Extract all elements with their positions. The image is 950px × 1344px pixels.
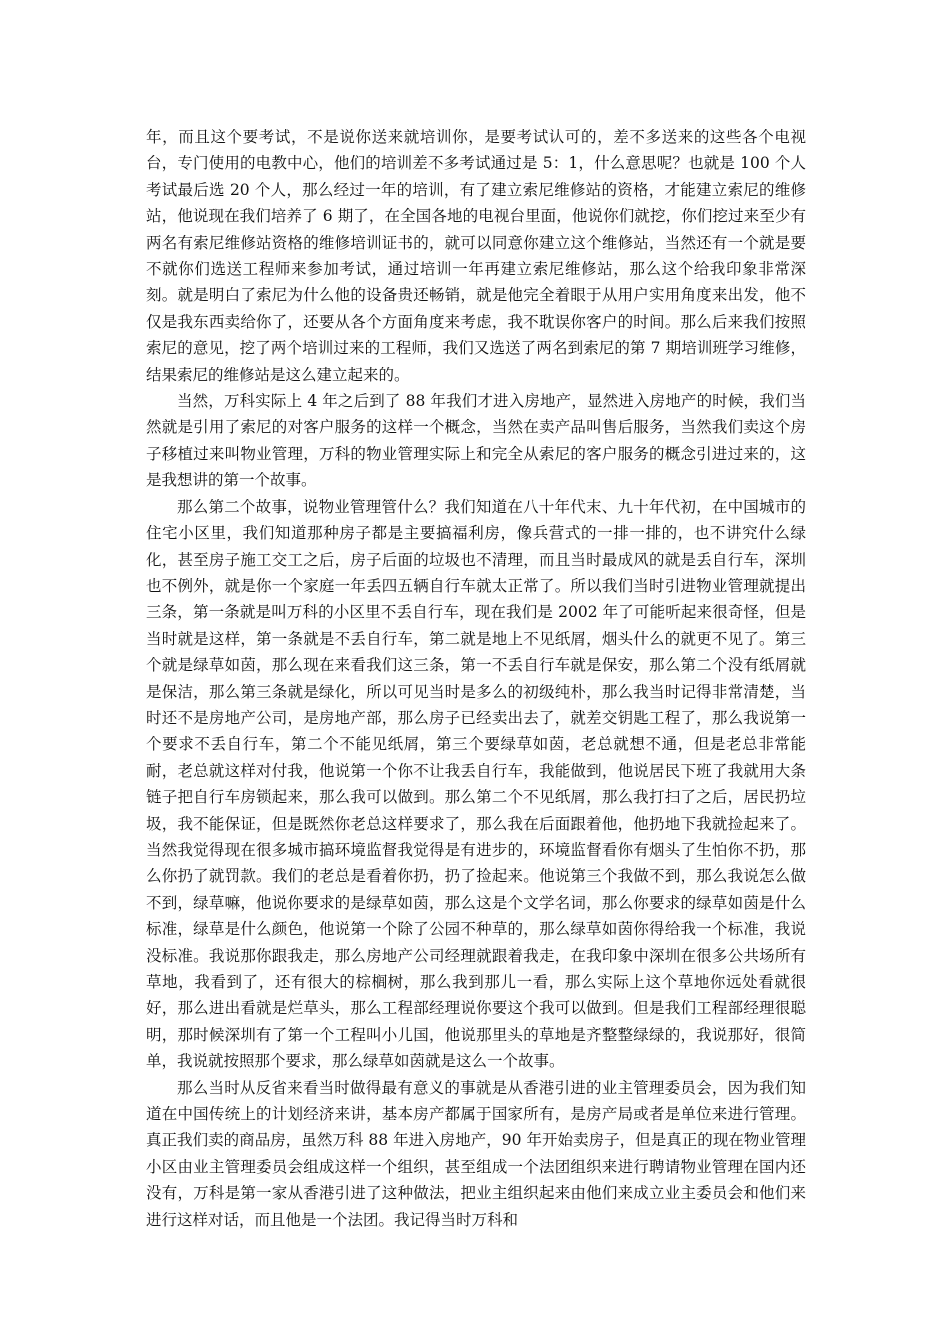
paragraph-property-management-origin: 当然，万科实际上 4 年之后到了 88 年我们才进入房地产，显然进入房地产的时候，我们当然就是引用了索尼的对客户服务的这样一个概念，当然在卖产品叫售后服务，当然我们卖这个房子移植过来叫物业管理，万科的物业管理实际上和完全从索尼的客户服务的概念引进过来的，这是我想讲的第一个故事。 <box>146 392 806 490</box>
paragraph-sony-repair-station: 年，而且这个要考试，不是说你送来就培训你，是要考试认可的，差不多送来的这些各个电视台，专门使用的电教中心，他们的培训差不多考试通过是 5：1，什么意思呢？也就是 100 个人考试最后选 20 个人，那么经过一年的培训，有了建立索尼维修站的资格，才能建立索尼的维修站，他说现在我们培养了 6 期了，在全国各地的电视台里面，他说你们就挖，你们挖过来至少有两名有索尼维修站资格的维修培训证书的，就可以同意你建立这个维修站，当然还有一个就是要不就你们选送工程师来参加考试，通过培训一年再建立索尼维修站，那么这个给我印象非常深刻。就是明白了索尼为什么他的设备贵还畅销，就是他完全着眼于从用户实用角度来出发，他不仅是我东西卖给你了，还要从各个方面角度来考虑，我不耽误你客户的时间。那么后来我们按照索尼的意见，挖了两个培训过来的工程师，我们又选送了两名到索尼的第 7 期培训班学习维修，结果索尼的维修站是这么建立起来的。 <box>146 128 806 384</box>
paragraph-owners-committee: 那么当时从反省来看当时做得最有意义的事就是从香港引进的业主管理委员会，因为我们知道在中国传统上的计划经济来讲，基本房产都属于国家所有，是房产局或者是单位来进行管理。真正我们卖的商品房，虽然万科 88 年进入房地产，90 年开始卖房子，但是真正的现在物业管理小区由业主管理委员会组成这样一个组织，甚至组成一个法团组织来进行聘请物业管理在国内还没有，万科是第一家从香港引进了这种做法，把业主组织起来由他们来成立业主委员会和他们来进行这样对话，而且他是一个法团。我记得当时万科和 <box>146 1078 806 1229</box>
document-body <box>146 124 806 1233</box>
paragraph-second-story: 那么第二个故事，说物业管理管什么？我们知道在八十年代末、九十年代初，在中国城市的住宅小区里，我们知道那种房子都是主要搞福利房，像兵营式的一排一排的，也不讲究什么绿化，甚至房子施工交工之后，房子后面的垃圾也不清理，而且当时最成风的就是丢自行车，深圳也不例外，就是你一个家庭一年丢四五辆自行车就太正常了。所以我们当时引进物业管理就提出三条，第一条就是叫万科的小区里不丢自行车，现在我们是 2002 年了可能听起来很奇怪，但是当时就是这样，第一条就是不丢自行车，第二就是地上不见纸屑，烟头什么的就更不见了。第三个就是绿草如茵，那么现在来看我们这三条，第一不丢自行车就是保安，那么第二个没有纸屑就是保洁，那么第三条就是绿化，所以可见当时是多么的初级纯朴，那么我当时记得非常清楚，当时还不是房地产公司，是房地产部，那么房子已经卖出去了，就差交钥匙工程了，那么我说第一个要求不丢自行车，第二个不能见纸屑，第三个要绿草如茵，老总就想不通，但是老总非常能耐，老总就这样对付我，他说第一个你不让我丢自行车，我能做到，他说居民下班了我就用大条链子把自行车房锁起来，那么我可以做到。那么第二个不见纸屑，那么我打扫了之后，居民扔垃圾，我不能保证，但是既然你老总这样要求了，那么我在后面跟着他，他扔地下我就捡起来了。当然我觉得现在很多城市搞环境监督我觉得是有进步的，环境监督看你有烟头了生怕你不扔，那么你扔了就罚款。我们的老总是看着你扔，扔了捡起来。他说第三个我做不到，那么我说怎么做不到，绿草嘛，他说你要求的是绿草如茵，那么这是个文学名词，那么你要求的绿草如茵是什么标准，绿草是什么颜色，他说第一个除了公园不种草的，那么绿草如茵你得给我一个标准，我说没标准。我说那你跟我走，那么房地产公司经理就跟着我走，在我印象中深圳在很多公共场所有草地，我看到了，还有很大的棕榈树，那么我到那儿一看，那么实际上这个草地你远处看就很好，那么进出看就是烂草头，那么工程部经理说你要这个我可以做到。但是我们工程部经理很聪明，那时候深圳有了第一个工程叫小儿国，他说那里头的草地是齐整整绿绿的，我说那好，很简单，我说就按照那个要求，那么绿草如茵就是这么一个故事。 <box>146 497 806 1071</box>
